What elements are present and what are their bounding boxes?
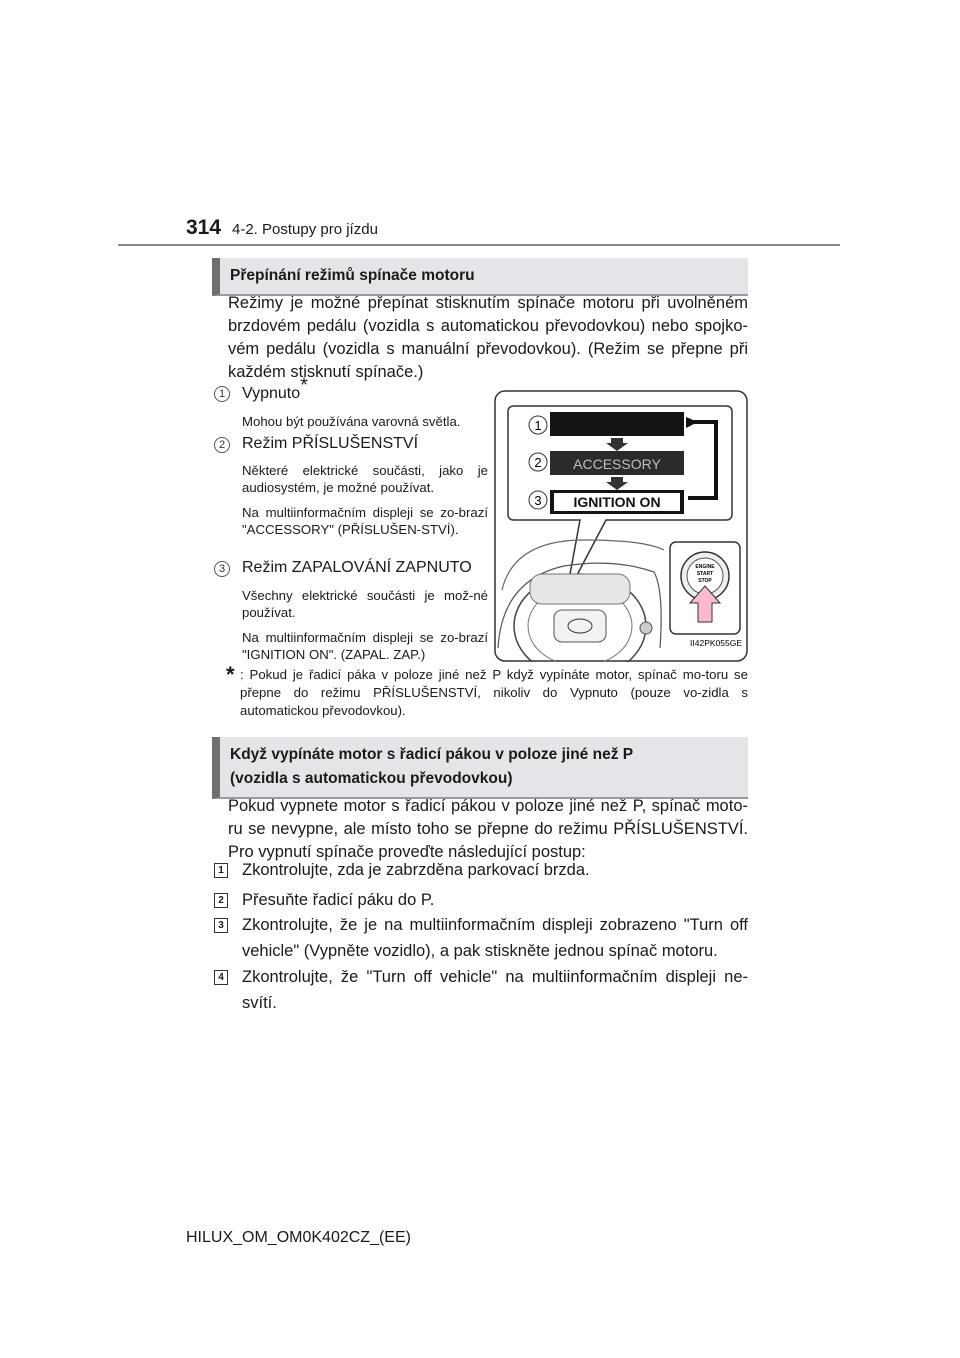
mode-desc-accessory-2: Na multiinformačním displeji se zo-brazí "ACCESSORY" (PŘÍSLUŠEN-STVÍ).: [242, 505, 488, 537]
fig-label-3: 3: [534, 493, 542, 508]
mode-title-off: [242, 374, 308, 403]
mode-number-1: 1: [214, 386, 230, 402]
mode-number-3: 3: [214, 561, 230, 577]
fig-label-1: 1: [534, 418, 542, 433]
mode-number-2: 2: [214, 437, 230, 453]
step-number-1: 1: [214, 863, 228, 878]
mode-title-accessory: Režim PŘÍSLUŠENSTVÍ: [242, 435, 419, 452]
fig-code: II42PK055GE: [690, 638, 742, 648]
step-number-3: 3: [214, 918, 228, 933]
fig-display-ignition: IGNITION ON: [573, 494, 661, 510]
fig-label-2: 2: [534, 455, 542, 470]
header-divider: [118, 244, 840, 246]
fig-button-line1: ENGINE: [695, 564, 715, 570]
section2-intro: Pokud vypnete motor s řadicí pákou v poloze jiné než P, spínač moto-ru se nevypne, ale místo toho se přepne do režimu PŘÍSLUŠENSTVÍ. Pro vypnutí spínače proveďte následující postup:: [228, 797, 748, 861]
step-number-4: 4: [214, 970, 228, 985]
engine-switch-illustration: [494, 390, 748, 662]
mode-title-off-text: Vypnuto: [242, 385, 301, 402]
step-text-4: Zkontrolujte, že "Turn off vehicle" na multiinformačním displeji ne-svítí.: [242, 968, 748, 1012]
page-number: 314: [186, 216, 222, 239]
mode-desc-off: Mohou být používána varovná světla.: [242, 414, 461, 429]
document-code: HILUX_OM_OM0K402CZ_(EE): [186, 1229, 411, 1246]
section1-intro: Režimy je možné přepínat stisknutím spínače motoru při uvolněném brzdovém pedálu (vozidla s automatickou převodovkou) nebo spojko-vém pedálu (vozidla s manuální převodovkou). (Režim se přepne při každém stisknutí spínače.): [228, 294, 748, 381]
section2-title-line2: (vozidla s automatickou převodovkou): [230, 770, 513, 787]
fig-display-accessory: ACCESSORY: [573, 456, 661, 472]
step-number-2: 2: [214, 893, 228, 908]
section2-title-line1: Když vypínáte motor s řadicí pákou v poloze jiné než P: [230, 746, 634, 763]
fig-button-line3: STOP: [698, 578, 712, 584]
section-heading-not-in-p: [212, 737, 748, 799]
fig-button-line2: START: [696, 571, 714, 577]
section-heading-switch-modes: Přepínání režimů spínače motoru: [212, 258, 748, 296]
footnote-asterisk: *: [226, 662, 235, 687]
mode-desc-accessory-1: Některé elektrické součásti, jako je audiosystém, je možné používat.: [242, 463, 488, 495]
mode-desc-ignition-2: Na multiinformačním displeji se zo-brazí "IGNITION ON". (ZAPAL. ZAP.): [242, 630, 488, 662]
chapter-title: 4-2. Postupy pro jízdu: [232, 221, 378, 238]
step-text-3: Zkontrolujte, že je na multiinformačním displeji zobrazeno "Turn off vehicle" (Vypněte vozidlo), a pak stiskněte jednou spínač motoru.: [242, 916, 748, 960]
step-text-1: Zkontrolujte, zda je zabrzděna parkovací brzda.: [242, 861, 590, 879]
step-text-2: Přesuňte řadicí páku do P.: [242, 891, 435, 909]
mode-title-ignition: Režim ZAPALOVÁNÍ ZAPNUTO: [242, 559, 472, 576]
footnote-text: : Pokud je řadicí páka v poloze jiné než P když vypínáte motor, spínač mo-toru se přepne do režimu PŘÍSLUŠENSTVÍ, nikoliv do Vypnuto (pouze vo-zidla s automatickou převodovkou).: [240, 667, 748, 718]
mode-desc-ignition-1: Všechny elektrické součásti je mož-né používat.: [242, 588, 488, 620]
illustration-svg: [494, 390, 748, 662]
asterisk-mark: *: [300, 374, 308, 397]
